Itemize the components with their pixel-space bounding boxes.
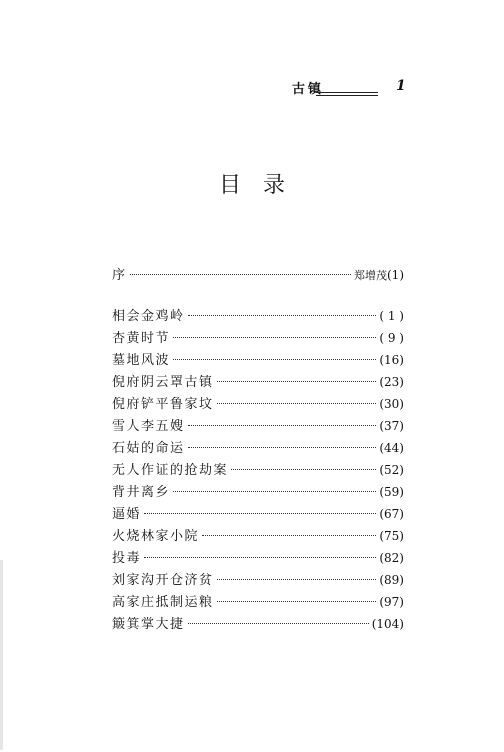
toc-entry-title: 火烧林家小院 xyxy=(112,529,200,544)
toc-entry-page: (23) xyxy=(379,375,404,389)
toc-entry-page: ( 9 ) xyxy=(379,331,404,345)
toc-entry[interactable] xyxy=(112,613,404,633)
page-edge-shadow xyxy=(0,560,3,750)
toc-entry-title: 刘家沟开仓济贫 xyxy=(112,573,214,588)
toc-entry-page: (104) xyxy=(371,617,404,631)
toc-entry-title: 序 xyxy=(112,268,127,283)
dot-leader xyxy=(202,535,376,536)
toc-entry[interactable] xyxy=(112,591,404,611)
toc-entry[interactable] xyxy=(112,481,404,501)
toc-entry-title: 高家庄抵制运粮 xyxy=(112,595,214,610)
dot-leader xyxy=(217,381,377,382)
toc-entry-title: 逼婚 xyxy=(112,507,142,522)
toc-entry-title: 倪府铲平鲁家坟 xyxy=(112,397,214,412)
toc-entry[interactable] xyxy=(112,437,404,457)
toc-entry[interactable] xyxy=(112,547,404,567)
toc-entry-page: (52) xyxy=(379,463,404,477)
toc-entry-title: 无人作证的抢劫案 xyxy=(112,463,229,478)
toc-entry-page: (16) xyxy=(379,353,404,367)
dot-leader xyxy=(188,623,369,624)
header-rule xyxy=(316,92,378,93)
dot-leader xyxy=(130,274,351,275)
toc-entry[interactable] xyxy=(112,393,404,413)
dot-leader xyxy=(188,315,377,316)
header-title: 古镇 xyxy=(292,82,325,97)
dot-leader xyxy=(144,513,376,514)
toc-entry[interactable] xyxy=(112,569,404,589)
header-rule xyxy=(316,95,378,96)
dot-leader xyxy=(217,403,377,404)
toc-entry-page: (59) xyxy=(379,485,404,499)
toc-entry-title: 杏黄时节 xyxy=(112,331,171,346)
toc-entry-page: (82) xyxy=(379,551,404,565)
toc-entry[interactable] xyxy=(112,415,404,435)
toc-entry[interactable] xyxy=(112,349,404,369)
toc-entry[interactable] xyxy=(112,371,404,391)
dot-leader xyxy=(173,359,376,360)
toc-entry-page: (44) xyxy=(379,441,404,455)
toc-entry-page: ( 1 ) xyxy=(379,309,404,323)
toc-entry-title: 相会金鸡岭 xyxy=(112,309,185,324)
toc-entry-page: (37) xyxy=(379,419,404,433)
toc-entry[interactable] xyxy=(112,503,404,523)
toc-entry[interactable] xyxy=(112,305,404,325)
dot-leader xyxy=(173,337,376,338)
toc-entry-page: (89) xyxy=(379,573,404,587)
toc-entry[interactable] xyxy=(112,459,404,479)
dot-leader xyxy=(144,557,376,558)
toc-entry-title: 簸箕掌大捷 xyxy=(112,617,185,632)
dot-leader xyxy=(231,469,376,470)
toc-heading: 目录 xyxy=(218,173,307,198)
dot-leader xyxy=(217,601,377,602)
toc-entry-page: (30) xyxy=(379,397,404,411)
toc-entry-page: (97) xyxy=(379,595,404,609)
toc-preface-entry[interactable] xyxy=(112,264,404,284)
toc-entry[interactable] xyxy=(112,327,404,347)
toc-entry-title: 背井离乡 xyxy=(112,485,171,500)
toc-entry-page: (1) xyxy=(387,268,404,282)
dot-leader xyxy=(188,447,377,448)
toc-entry-title: 石姑的命运 xyxy=(112,441,185,456)
preface-author: 郑增茂 xyxy=(354,269,387,282)
toc-entry-title: 雪人李五嫂 xyxy=(112,419,185,434)
toc-entry-page: (67) xyxy=(379,507,404,521)
toc-entry-page: (75) xyxy=(379,529,404,543)
toc-entry-title: 墓地风波 xyxy=(112,353,171,368)
dot-leader xyxy=(217,579,377,580)
dot-leader xyxy=(173,491,376,492)
toc-entry-title: 投毒 xyxy=(112,551,142,566)
toc-entry[interactable] xyxy=(112,525,404,545)
toc-entry-title: 倪府阴云罩古镇 xyxy=(112,375,214,390)
dot-leader xyxy=(188,425,377,426)
header-page-number: 1 xyxy=(396,78,406,94)
running-header xyxy=(292,78,422,98)
